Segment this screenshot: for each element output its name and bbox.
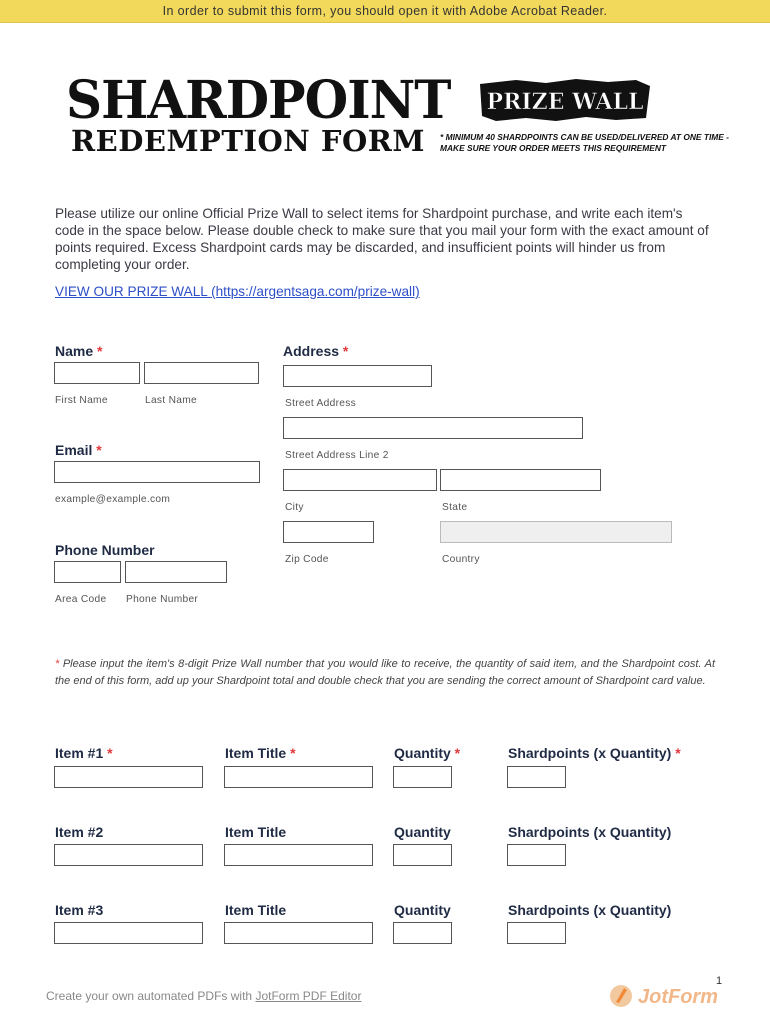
name-required-mark: * (97, 343, 103, 359)
phone-label: Phone Number (55, 542, 155, 558)
jotform-logo-text: JotForm (638, 986, 718, 1008)
address-label-text: Address (283, 343, 340, 359)
item-1-shardpoints-label (508, 745, 681, 761)
item-2-shardpoints-label: Shardpoints (x Quantity) (508, 824, 672, 840)
item-1-required-mark: * (107, 745, 113, 761)
name-label (55, 343, 102, 359)
item-2-shardpoints-input[interactable] (507, 844, 566, 866)
minimum-requirement-note (440, 132, 729, 154)
last-name-sublabel: Last Name (145, 395, 197, 406)
item-3-shardpoints-label: Shardpoints (x Quantity) (508, 902, 672, 918)
item-2-number-input[interactable] (54, 844, 203, 866)
first-name-sublabel: First Name (55, 395, 108, 406)
item-1-label (55, 745, 113, 761)
email-input[interactable] (54, 461, 260, 483)
country-sublabel: Country (442, 554, 480, 565)
item-1-quantity-label (394, 745, 460, 761)
item-1-title-label-text: Item Title (225, 745, 287, 761)
item-2-quantity-input[interactable] (393, 844, 452, 866)
intro-paragraph: Please utilize our online Official Prize Wall to select items for Shardpoint purchase, and write each item's code in the space below. Please double check to make sure that you mail your form with the exact amount of points required. Excess Shardpoint cards may be discarded, and insufficient points will hinder us from completing your order. (55, 206, 709, 272)
country-select[interactable] (440, 521, 672, 543)
page-number: 1 (716, 975, 723, 987)
area-code-input[interactable] (54, 561, 121, 583)
form-title: SHARDPOINT (66, 68, 451, 131)
item-3-title-label: Item Title (225, 902, 287, 918)
prize-wall-link[interactable]: VIEW OUR PRIZE WALL (https://argentsaga.com/prize-wall) (55, 284, 420, 299)
item-1-label-text: Item #1 (55, 745, 104, 761)
instructions-text: Please input the item's 8-digit Prize Wall number that you would like to receive, the quantity of said item, and the Shardpoint cost. At the end of this form, add up your Shardpoint total and double check that you are sending the correct amount of Shardpoint card value. (55, 658, 715, 687)
item-3-label: Item #3 (55, 902, 104, 918)
item-3-quantity-input[interactable] (393, 922, 452, 944)
last-name-input[interactable] (144, 362, 259, 384)
item-1-title-input[interactable] (224, 766, 373, 788)
item-1-shardpoints-input[interactable] (507, 766, 566, 788)
item-3-shardpoints-input[interactable] (507, 922, 566, 944)
state-input[interactable] (440, 469, 601, 491)
footer-prefix: Create your own automated PDFs with (46, 989, 256, 1003)
item-1-quantity-required-mark: * (454, 745, 461, 761)
form-subtitle: REDEMPTION FORM (71, 124, 425, 158)
street-address-line2-sublabel: Street Address Line 2 (285, 450, 389, 461)
item-1-number-input[interactable] (54, 766, 203, 788)
name-label-text: Name (55, 343, 94, 359)
acrobat-notice-banner: In order to submit this form, you should open it with Adobe Acrobat Reader. (0, 0, 770, 23)
item-2-title-label: Item Title (225, 824, 287, 840)
street-address-input[interactable] (283, 365, 432, 387)
item-2-title-input[interactable] (224, 844, 373, 866)
zip-code-sublabel: Zip Code (285, 554, 329, 565)
instructions-star: * (55, 658, 60, 670)
jotform-logo (608, 982, 728, 1010)
item-1-shardpoints-required-mark: * (675, 745, 681, 761)
item-1-quantity-label-text: Quantity (394, 745, 451, 761)
street-address-sublabel: Street Address (285, 398, 357, 409)
minimum-note-line-2: MAKE SURE YOUR ORDER MEETS THIS REQUIREMENT (440, 143, 666, 153)
street-address-line2-input[interactable] (283, 417, 583, 439)
address-required-mark: * (342, 343, 349, 359)
footer-promo (46, 989, 361, 1003)
minimum-note-line-1: * MINIMUM 40 SHARDPOINTS CAN BE USED/DELIVERED AT ONE TIME - (440, 132, 729, 142)
first-name-input[interactable] (54, 362, 140, 384)
item-1-quantity-input[interactable] (393, 766, 452, 788)
city-sublabel: City (285, 502, 304, 513)
area-code-sublabel: Area Code (55, 594, 107, 605)
city-input[interactable] (283, 469, 437, 491)
item-2-label: Item #2 (55, 824, 104, 840)
item-3-quantity-label: Quantity (394, 902, 451, 918)
item-instructions (55, 656, 715, 689)
item-1-shardpoints-label-text: Shardpoints (x Quantity) (508, 745, 672, 761)
item-2-quantity-label: Quantity (394, 824, 451, 840)
phone-number-sublabel: Phone Number (126, 594, 199, 605)
email-label (55, 442, 102, 458)
phone-number-input[interactable] (125, 561, 227, 583)
prize-wall-logo (476, 78, 654, 122)
item-1-title-label (225, 745, 296, 761)
address-label (283, 343, 348, 359)
jotform-editor-link[interactable]: JotForm PDF Editor (255, 989, 362, 1003)
prize-wall-logo-text: PRIZE WALL (486, 89, 644, 115)
email-required-mark: * (96, 442, 102, 458)
email-label-text: Email (55, 442, 93, 458)
item-3-title-input[interactable] (224, 922, 373, 944)
email-sublabel: example@example.com (55, 494, 171, 505)
item-1-title-required-mark: * (290, 745, 296, 761)
zip-code-input[interactable] (283, 521, 374, 543)
item-3-number-input[interactable] (54, 922, 203, 944)
state-sublabel: State (442, 502, 468, 513)
